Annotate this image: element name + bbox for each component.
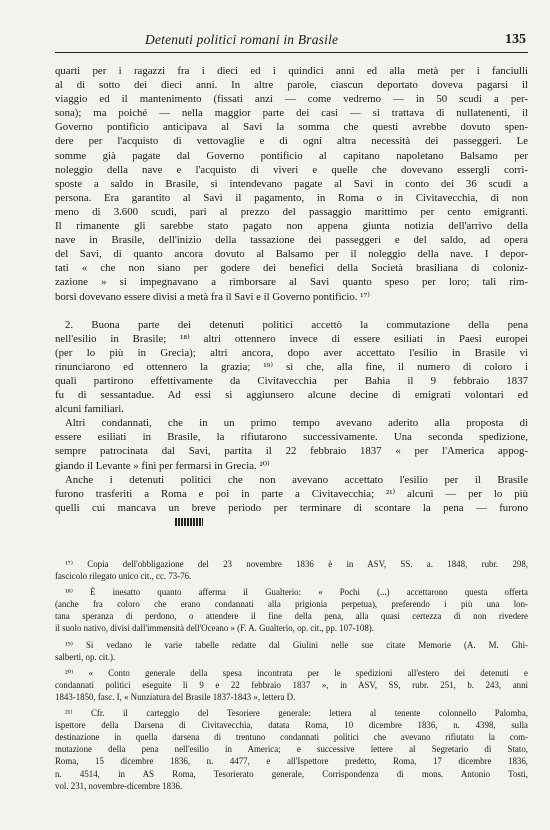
page-header (55, 30, 528, 53)
footnote-21 (55, 707, 528, 792)
footnote-line: (anche fra coloro che erano condannati alla prigionia perpetua), preferendo i più una lon- (55, 599, 528, 610)
scan-artifact-icon (175, 518, 203, 526)
footnote-line: ²⁰⁾ « Conto generale della spesa incontrata per le spedizioni all'estero dei detenuti e (65, 667, 528, 678)
text-line: zazione » si impegnavano a rimborsare al Savi quanto speso per loro; tali rim- (55, 276, 528, 289)
text-line: quarti per i ragazzi fra i dieci ed i quindici anni ed alla metà per i fanciulli (55, 65, 528, 77)
footnote-line: destinazione in quella darsena di trentuno condannati politici che avevano rifiutato la com- (55, 732, 528, 743)
footnote-18 (55, 586, 528, 634)
footnote-line: mutazione della pena nell'esilio in America; e successive lettere al Segretario di Stato, (55, 744, 528, 755)
footnote-line: ¹⁸⁾ È inesatto quanto afferma il Gualterio: « Pochi (...) accettarono questa offerta (65, 587, 528, 598)
text-line: dere per l'acquisto di vettovaglie e di ogni altra necessità dei passeggeri. Le (55, 135, 528, 148)
text-line: sona); ma poiché — nella maggior parte dei casi — si trattava di nullatenenti, il (55, 107, 528, 120)
text-line: giando il Levante » finì per fermarsi in Grecia. ²⁰⁾ (55, 459, 270, 472)
text-line: fu di sessantadue. Ad essi si aggiunsero alcune decine di emigrati volontari ed (55, 389, 528, 402)
text-line: al di sotto dei dieci anni. In altre parole, ciascun deportato doveva pagarsi il (55, 79, 528, 92)
text-line: furono trasferiti a Roma e poi in parte a Civitavecchia; ²¹⁾ alcuni — per lo più (55, 487, 528, 500)
text-line: Altri condannati, che in un primo tempo avevano aderito alla proposta di (65, 417, 528, 430)
paragraph-gap (55, 304, 528, 318)
footnote-line: n. 4514, in AS Roma, Tesorierato generale, Corrispondenza di mons. Antonio Tosti, (55, 768, 528, 779)
footnote-line: fascicolo rilegato unico cit., cc. 73-76. (55, 571, 192, 582)
footnote-line: 1843-1850, fasc. I, « Nunziatura del Brasile 1837-1843 », lettera D. (55, 691, 296, 702)
text-line: somme già pagate dal Governo pontificio al capitano napoletano Balsamo per (55, 149, 528, 162)
footnote-20 (55, 667, 528, 703)
scan-artifact-line (55, 515, 528, 529)
text-line: del Savi, di quanto ancora dovuto al Balsamo per il noleggio della nave. I depor- (55, 248, 528, 261)
text-line: Anche i detenuti politici che non avevano accettato l'esilio per il Brasile (65, 473, 528, 486)
text-line: nave in Brasile, dell'inizio della tassazione dei passeggeri e del saldo, ad opera (55, 234, 528, 247)
main-text (55, 64, 528, 529)
text-line: meno di 3.600 scudi, pari al prezzo del passaggio marittimo per cento emigranti. (55, 205, 528, 218)
text-line: (per lo più in Grecia); altri ancora, dopo aver accettato l'esilio in Brasile vi (55, 346, 528, 359)
text-line: 2. Buona parte dei detenuti politici accettò la commutazione della pena (65, 318, 528, 331)
text-line: essere esiliati in Brasile, la rifiutarono successivamente. Una seconda spedizione, (55, 431, 528, 444)
footnote-line: ²¹⁾ Cfr. il carteggio del Tesoriere generale: lettera al tenente colonnello Palomba, (65, 708, 528, 719)
text-line: alcuni familiari. (55, 403, 124, 416)
footnote-line: tana speranza di perdono, o attendere il fine della pena, alla quasi certezza di non rivedere (55, 611, 528, 622)
footnotes (55, 558, 528, 792)
text-line: persona. Era garantito al Savi il pagamento, in Roma o in Civitavecchia, di non (55, 191, 528, 204)
text-line: sempre patrocinata dal Savi, partita il 22 febbraio 1837 « per l'America appog- (55, 445, 528, 458)
text-line: nell'esilio in Brasile; ¹⁸⁾ altri ottennero invece di essere esiliati in Paesi europei (55, 332, 528, 345)
text-line: quali partirono effettivamente da Civitavecchia per Bahia il 9 febbraio 1837 (55, 374, 528, 387)
footnote-line: condannati politici eseguite li 9 e 22 febbraio 1837 », in ASV, SS, rubr. 251, b. 243, anni (55, 679, 528, 690)
footnote-line: ispettore della Darsena di Civitavecchia, datata Roma, 10 dicembre 1836, n. 4398, sulla (55, 720, 528, 731)
paragraph (55, 416, 528, 472)
text-line: tati « che non siano per godere dei benefici della Società brasiliana di coloniz- (55, 262, 528, 275)
paragraph (55, 64, 528, 304)
text-line: sposte a saldo in Brasile, si intendevano pagate al Savi in conto dei 36 scudi a (55, 177, 528, 190)
paragraph (55, 473, 528, 529)
footnote-line: vol. 231, novembre-dicembre 1836. (55, 780, 183, 791)
footnote-line: ¹⁷⁾ Copia dell'obbligazione del 23 novembre 1836 è in ASV, SS. a. 1848, rubr. 298, (65, 559, 528, 569)
footnote-line: ¹⁹⁾ Si vedano le varie tabelle redatte dal Giulini nelle sue citate Memorie (A. M. Ghi- (65, 639, 528, 650)
text-line: Governo pontificio anticipava al Savi la somma che questi avrebbe dovuto spen- (55, 121, 528, 134)
running-title: Detenuti politici romani in Brasile (145, 32, 339, 47)
text-line: rinunciarono ed ottennero la grazia; ¹⁹⁾ sì che, alla fine, il numero di coloro i (55, 360, 528, 373)
text-line: Il rimanente gli sarebbe stato pagato non appena giunta notizia dell'arrivo della (55, 220, 528, 233)
footnote-line: il suolo nativo, divisi dall'immensità dell'Oceano » (F. A. Gualterio, op. cit., pp. 107-108). (55, 623, 374, 634)
footnote-17 (55, 558, 528, 582)
text-line: borsi dovevano essere divisi a metà fra il Savi e il Governo pontificio. ¹⁷⁾ (55, 290, 370, 303)
text-line: viaggio ed il mantenimento (fissati anzi — come vedremo — in 50 scudi a per- (55, 93, 528, 106)
text-line: noleggio della nave e l'acquisto di viveri e quelle che dovevano essergli corri- (55, 163, 528, 176)
footnote-line: Roma, 15 dicembre 1836, n. 4477, e all'Ispettore predetto, Roma, 17 dicembre 1836, (55, 756, 528, 767)
footnote-line: salberti, op. cit.). (55, 651, 116, 662)
page-number: 135 (505, 32, 526, 47)
footnote-19 (55, 639, 528, 663)
text-line: quelli cui mancava un breve periodo per terminare di scontare la pena — furono (55, 501, 528, 514)
paragraph (55, 318, 528, 417)
